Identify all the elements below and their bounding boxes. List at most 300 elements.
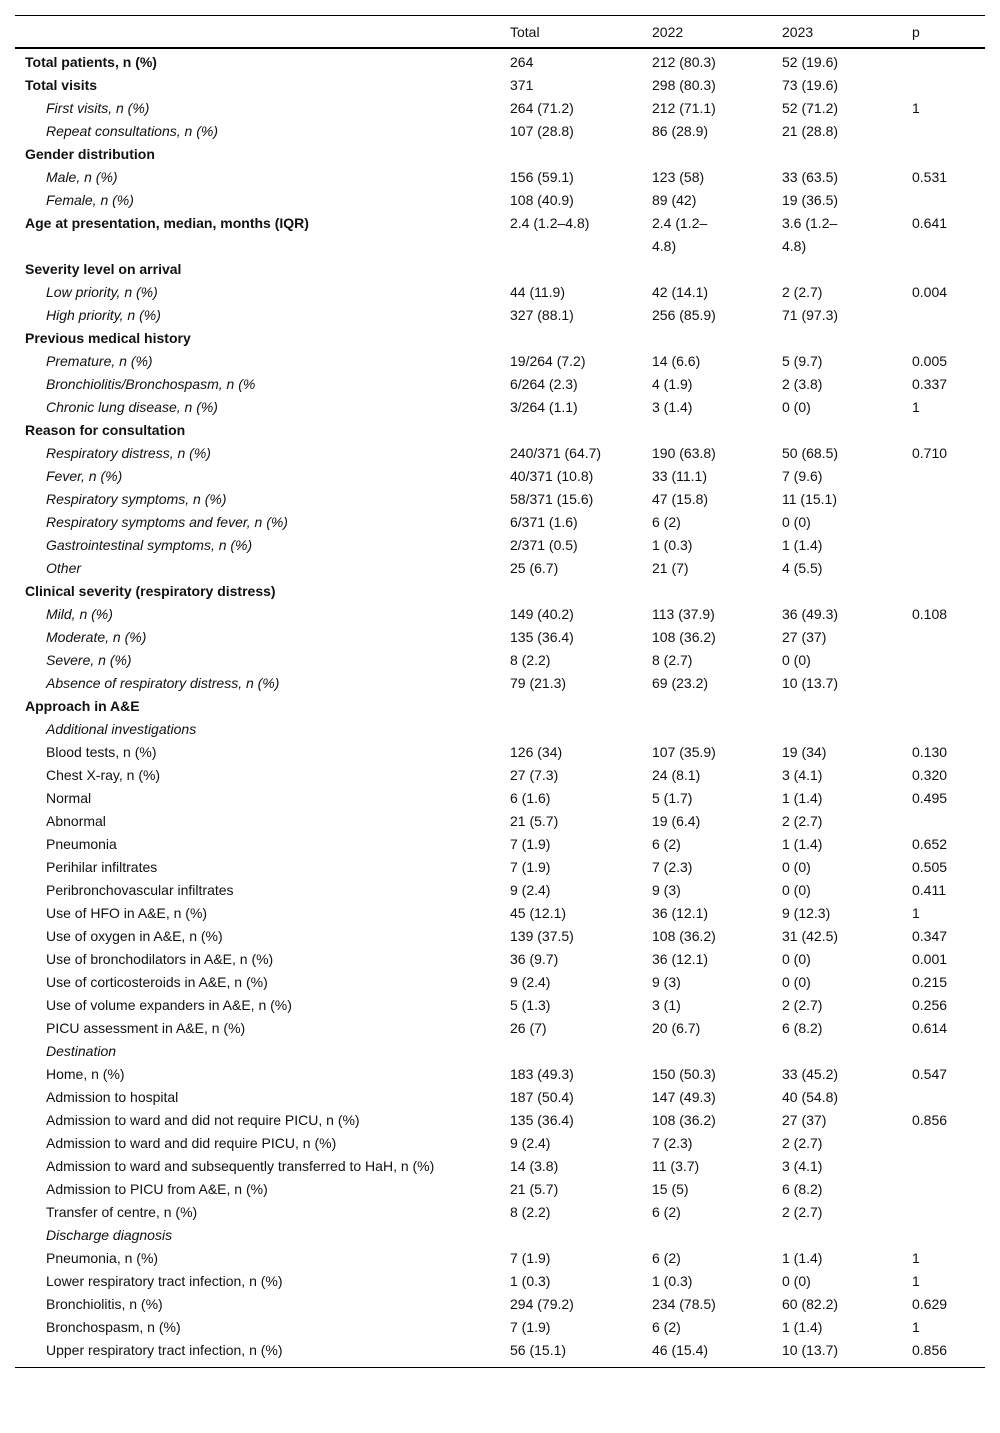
cell-2022: 24 (8.1) [652,767,701,783]
cell-p: 0.215 [912,974,948,990]
row-label: Gender distribution [25,146,155,162]
cell-p: 0.629 [912,1296,948,1312]
cell-2022: 107 (35.9) [652,744,716,760]
cell-p: 1 [912,1273,920,1289]
row-label: Admission to ward and did not require PICU, n (%) [46,1112,360,1128]
cell-2023: 1 (1.4) [782,836,823,852]
cell-total: 9 (2.4) [510,1135,551,1151]
row-label: Normal [46,790,92,806]
cell-p [912,1132,985,1155]
cell-2023: 2 (3.8) [782,376,823,392]
cell-2022: 19 (6.4) [652,813,701,829]
cell-total: 135 (36.4) [510,629,574,645]
table-row [15,534,985,557]
table-row [15,1293,985,1316]
cell-total: 7 (1.9) [510,1250,551,1266]
table-row [15,649,985,672]
cell-2022: 11 (3.7) [652,1158,700,1174]
cell-total: 7 (1.9) [510,1319,551,1335]
header-total: Total [510,16,652,49]
cell-p [912,718,985,741]
cell-2022 [652,1040,782,1063]
cell-2023: 1 (1.4) [782,1250,823,1266]
cell-p [912,143,985,166]
cell-p: 0.505 [912,859,948,875]
table-row [15,373,985,396]
cell-total: 9 (2.4) [510,974,551,990]
table-body [15,48,985,1368]
cell-2022 [652,258,782,281]
cell-2022: 108 (36.2) [652,1112,716,1128]
cell-p: 1 [912,399,920,415]
cell-2022: 7 (2.3) [652,859,693,875]
cell-p [912,1201,985,1224]
cell-2022: 108 (36.2) [652,928,716,944]
cell-total: 7 (1.9) [510,836,551,852]
cell-2022: 9 (3) [652,974,681,990]
table-row [15,465,985,488]
cell-total: 126 (34) [510,744,563,760]
section-header-row [15,212,985,258]
row-label: Clinical severity (respiratory distress) [25,583,276,599]
table-row [15,971,985,994]
cell-p [912,48,985,74]
table-row [15,764,985,787]
cell-p: 0.004 [912,284,948,300]
row-label: Male, n (%) [46,169,118,185]
header-2023: 2023 [782,16,912,49]
cell-2023: 19 (34) [782,744,827,760]
row-label: Pneumonia [46,836,117,852]
cell-2023: 6 (8.2) [782,1020,823,1036]
cell-p: 0.614 [912,1020,948,1036]
table-row [15,511,985,534]
cell-total: 27 (7.3) [510,767,559,783]
row-label: Age at presentation, median, months (IQR) [25,215,309,231]
table-row [15,672,985,695]
cell-p [912,1155,985,1178]
row-label: Previous medical history [25,330,191,346]
cell-p: 0.856 [912,1342,948,1358]
cell-p [912,672,985,695]
cell-p [912,258,985,281]
row-label: Chest X-ray, n (%) [46,767,161,783]
cell-total: 45 (12.1) [510,905,567,921]
cell-2022: 1 (0.3) [652,537,693,553]
cell-p [912,810,985,833]
row-label: Repeat consultations, n (%) [46,123,218,139]
cell-2022: 86 (28.9) [652,123,709,139]
cell-2023: 0 (0) [782,1273,811,1289]
cell-2022: 6 (2) [652,1204,681,1220]
cell-total: 264 [510,54,534,70]
cell-2023: 19 (36.5) [782,192,839,208]
cell-p: 0.256 [912,997,948,1013]
row-label: Additional investigations [46,721,197,737]
cell-2022: 3 (1.4) [652,399,693,415]
row-label: Mild, n (%) [46,606,113,622]
cell-2022: 2.4 (1.2–4.8) [652,215,708,254]
cell-2022: 46 (15.4) [652,1342,709,1358]
cell-2022: 8 (2.7) [652,652,693,668]
cell-total: 240/371 (64.7) [510,445,602,461]
table-row [15,1155,985,1178]
cell-2022: 6 (2) [652,1250,681,1266]
cell-2023 [782,1224,912,1247]
cell-total: 19/264 (7.2) [510,353,586,369]
table-row [15,189,985,212]
cell-2023: 71 (97.3) [782,307,839,323]
row-label: Other [46,560,82,576]
cell-p [912,304,985,327]
cell-p [912,534,985,557]
cell-total: 264 (71.2) [510,100,574,116]
row-label: Premature, n (%) [46,353,153,369]
row-label: Bronchiolitis, n (%) [46,1296,163,1312]
cell-total: 25 (6.7) [510,560,559,576]
row-label: Admission to hospital [46,1089,179,1105]
section-header-row [15,327,985,350]
cell-total: 2/371 (0.5) [510,537,578,553]
section-header-row [15,419,985,442]
table-row [15,948,985,971]
row-label: Total patients, n (%) [25,54,157,70]
cell-2022: 6 (2) [652,836,681,852]
cell-p [912,1040,985,1063]
cell-total: 21 (5.7) [510,813,559,829]
table-row [15,396,985,419]
row-label: Bronchospasm, n (%) [46,1319,181,1335]
cell-2023: 4 (5.5) [782,560,823,576]
cell-2022: 147 (49.3) [652,1089,716,1105]
cell-p: 0.652 [912,836,948,852]
header-p: p [912,16,985,49]
row-label: Discharge diagnosis [46,1227,173,1243]
cell-p: 1 [912,1250,920,1266]
cell-total [510,718,652,741]
cell-p [912,327,985,350]
cell-total: 44 (11.9) [510,284,565,300]
cell-2023: 2 (2.7) [782,997,823,1013]
cell-p [912,557,985,580]
cell-total: 40/371 (10.8) [510,468,594,484]
table-row [15,1017,985,1040]
cell-p: 0.347 [912,928,948,944]
cell-total: 139 (37.5) [510,928,574,944]
row-label: Female, n (%) [46,192,134,208]
cell-2022: 42 (14.1) [652,284,709,300]
cell-2022: 108 (36.2) [652,629,716,645]
table-row [15,1270,985,1293]
table-row [15,1063,985,1086]
row-label: Low priority, n (%) [46,284,158,300]
cell-2023 [782,258,912,281]
cell-2023: 50 (68.5) [782,445,839,461]
row-label: Bronchiolitis/Bronchospasm, n (% [46,376,256,392]
row-label: Chronic lung disease, n (%) [46,399,218,415]
cell-2023: 0 (0) [782,652,811,668]
cell-p: 1 [912,100,920,116]
cell-p: 0.411 [912,882,946,898]
cell-2023 [782,419,912,442]
cell-p [912,626,985,649]
cell-p [912,74,985,97]
table-row [15,1247,985,1270]
cell-p: 1 [912,905,920,921]
cell-2023 [782,327,912,350]
table-row [15,856,985,879]
cell-2023: 21 (28.8) [782,123,839,139]
cell-2023: 60 (82.2) [782,1296,839,1312]
cell-2023: 33 (63.5) [782,169,839,185]
cell-2022: 123 (58) [652,169,705,185]
cell-p: 0.710 [912,445,948,461]
cell-2023: 5 (9.7) [782,353,823,369]
cell-total: 8 (2.2) [510,1204,551,1220]
row-label: Destination [46,1043,117,1059]
row-label: First visits, n (%) [46,100,150,116]
cell-total: 1 (0.3) [510,1273,551,1289]
row-label: Use of corticosteroids in A&E, n (%) [46,974,268,990]
cell-2022: 256 (85.9) [652,307,716,323]
cell-p [912,419,985,442]
cell-2022 [652,695,782,718]
row-label: Upper respiratory tract infection, n (%) [46,1342,283,1358]
row-label: Use of volume expanders in A&E, n (%) [46,997,292,1013]
section-header-row [15,143,985,166]
cell-2023 [782,143,912,166]
table-row [15,902,985,925]
cell-2022 [652,580,782,603]
cell-p [912,465,985,488]
row-label: Transfer of centre, n (%) [46,1204,198,1220]
table-row [15,1040,985,1063]
table-row [15,281,985,304]
cell-2022: 36 (12.1) [652,951,709,967]
row-label: Admission to PICU from A&E, n (%) [46,1181,268,1197]
cell-total [510,695,652,718]
header-label [15,16,510,49]
section-header-row [15,258,985,281]
cell-2022: 7 (2.3) [652,1135,693,1151]
cell-2023: 0 (0) [782,399,811,415]
table-row [15,925,985,948]
cell-2022: 234 (78.5) [652,1296,716,1312]
row-label: Blood tests, n (%) [46,744,157,760]
cell-total [510,580,652,603]
cell-2023: 0 (0) [782,514,811,530]
cell-2022: 5 (1.7) [652,790,693,806]
cell-2022: 21 (7) [652,560,689,576]
cell-p [912,120,985,143]
cell-p: 0.005 [912,353,948,369]
cell-2023: 52 (19.6) [782,54,839,70]
cell-2022: 14 (6.6) [652,353,701,369]
cell-total: 14 (3.8) [510,1158,559,1174]
cell-2023: 0 (0) [782,859,811,875]
cell-total: 8 (2.2) [510,652,551,668]
cell-p [912,695,985,718]
cell-p [912,1086,985,1109]
cell-total [510,419,652,442]
cell-total: 9 (2.4) [510,882,551,898]
cell-total: 6/371 (1.6) [510,514,578,530]
table-row [15,1201,985,1224]
table-row [15,1178,985,1201]
cell-total: 107 (28.8) [510,123,574,139]
table-row [15,626,985,649]
row-label: Admission to ward and subsequently transferred to HaH, n (%) [46,1158,435,1174]
table-row [15,120,985,143]
cell-p: 0.531 [912,169,948,185]
cell-2023: 11 (15.1) [782,491,837,507]
cell-2023: 10 (13.7) [782,675,839,691]
table-row [15,718,985,741]
cell-2022: 6 (2) [652,514,681,530]
row-label: Home, n (%) [46,1066,125,1082]
cell-2023: 1 (1.4) [782,537,823,553]
cell-total: 26 (7) [510,1020,547,1036]
cell-2023 [782,1040,912,1063]
cell-p [912,511,985,534]
cell-2023 [782,580,912,603]
cell-2023 [782,718,912,741]
section-header-row [15,48,985,74]
cell-2023: 1 (1.4) [782,1319,823,1335]
row-label: Fever, n (%) [46,468,123,484]
cell-2022: 9 (3) [652,882,681,898]
cell-2022: 190 (63.8) [652,445,716,461]
cell-2022 [652,143,782,166]
table-row [15,1132,985,1155]
section-header-row [15,580,985,603]
cell-p: 1 [912,1319,920,1335]
cell-2022: 69 (23.2) [652,675,709,691]
cell-2022 [652,718,782,741]
header-2022: 2022 [652,16,782,49]
cell-total: 187 (50.4) [510,1089,574,1105]
row-label: Admission to ward and did require PICU, n (%) [46,1135,337,1151]
cell-2023: 0 (0) [782,882,811,898]
row-label: Respiratory distress, n (%) [46,445,211,461]
cell-2023: 3.6 (1.2–4.8) [782,215,838,254]
section-header-row [15,695,985,718]
cell-total: 327 (88.1) [510,307,574,323]
cell-total: 7 (1.9) [510,859,551,875]
results-table [15,15,985,1368]
cell-2022: 20 (6.7) [652,1020,701,1036]
section-header-row [15,74,985,97]
cell-2023: 6 (8.2) [782,1181,823,1197]
row-label: Use of bronchodilators in A&E, n (%) [46,951,274,967]
row-label: Pneumonia, n (%) [46,1250,159,1266]
cell-p: 0.001 [912,951,948,967]
cell-2022: 6 (2) [652,1319,681,1335]
row-label: Lower respiratory tract infection, n (%) [46,1273,283,1289]
cell-p [912,488,985,511]
cell-2022: 150 (50.3) [652,1066,716,1082]
cell-p: 0.547 [912,1066,948,1082]
cell-p [912,580,985,603]
row-label: Use of oxygen in A&E, n (%) [46,928,223,944]
cell-2023: 7 (9.6) [782,468,823,484]
cell-2023: 0 (0) [782,974,811,990]
cell-2022: 47 (15.8) [652,491,709,507]
row-label: PICU assessment in A&E, n (%) [46,1020,246,1036]
cell-2022: 4 (1.9) [652,376,693,392]
cell-total: 3/264 (1.1) [510,399,578,415]
cell-total [510,1040,652,1063]
cell-p [912,189,985,212]
cell-2022 [652,1224,782,1247]
cell-2022: 212 (71.1) [652,100,716,116]
cell-2022: 33 (11.1) [652,468,707,484]
table-row [15,1339,985,1368]
cell-2023: 31 (42.5) [782,928,839,944]
cell-total: 6 (1.6) [510,790,551,806]
table-row [15,304,985,327]
cell-2023: 36 (49.3) [782,606,839,622]
cell-2023: 3 (4.1) [782,1158,823,1174]
cell-p: 0.641 [912,215,948,231]
table-row [15,488,985,511]
table-row [15,741,985,764]
row-label: Respiratory symptoms, n (%) [46,491,227,507]
cell-2023: 2 (2.7) [782,1204,823,1220]
row-label: High priority, n (%) [46,307,161,323]
cell-p: 0.856 [912,1112,948,1128]
cell-p [912,649,985,672]
table-row [15,1224,985,1247]
cell-total: 149 (40.2) [510,606,574,622]
cell-2022: 89 (42) [652,192,697,208]
cell-total: 183 (49.3) [510,1066,574,1082]
cell-p [912,1224,985,1247]
header-row [15,16,985,49]
cell-2023: 73 (19.6) [782,77,839,93]
cell-p [912,1178,985,1201]
cell-2023: 3 (4.1) [782,767,823,783]
table-row [15,1316,985,1339]
cell-2022: 1 (0.3) [652,1273,693,1289]
table-row [15,97,985,120]
table-row [15,994,985,1017]
row-label: Abnormal [46,813,106,829]
row-label: Reason for consultation [25,422,186,438]
cell-2022: 298 (80.3) [652,77,716,93]
row-label: Peribronchovascular infiltrates [46,882,234,898]
cell-total [510,1224,652,1247]
cell-total: 79 (21.3) [510,675,567,691]
cell-2023: 2 (2.7) [782,813,823,829]
row-label: Moderate, n (%) [46,629,147,645]
row-label: Use of HFO in A&E, n (%) [46,905,208,921]
cell-2023: 0 (0) [782,951,811,967]
cell-total: 371 [510,77,534,93]
cell-total: 294 (79.2) [510,1296,574,1312]
cell-2023: 40 (54.8) [782,1089,839,1105]
cell-total: 108 (40.9) [510,192,574,208]
cell-p: 0.495 [912,790,948,806]
cell-p: 0.108 [912,606,948,622]
cell-total: 2.4 (1.2–4.8) [510,215,590,231]
cell-total: 156 (59.1) [510,169,574,185]
row-label: Perihilar infiltrates [46,859,158,875]
cell-total: 58/371 (15.6) [510,491,594,507]
cell-2023: 1 (1.4) [782,790,823,806]
cell-total: 135 (36.4) [510,1112,574,1128]
row-label: Severity level on arrival [25,261,182,277]
